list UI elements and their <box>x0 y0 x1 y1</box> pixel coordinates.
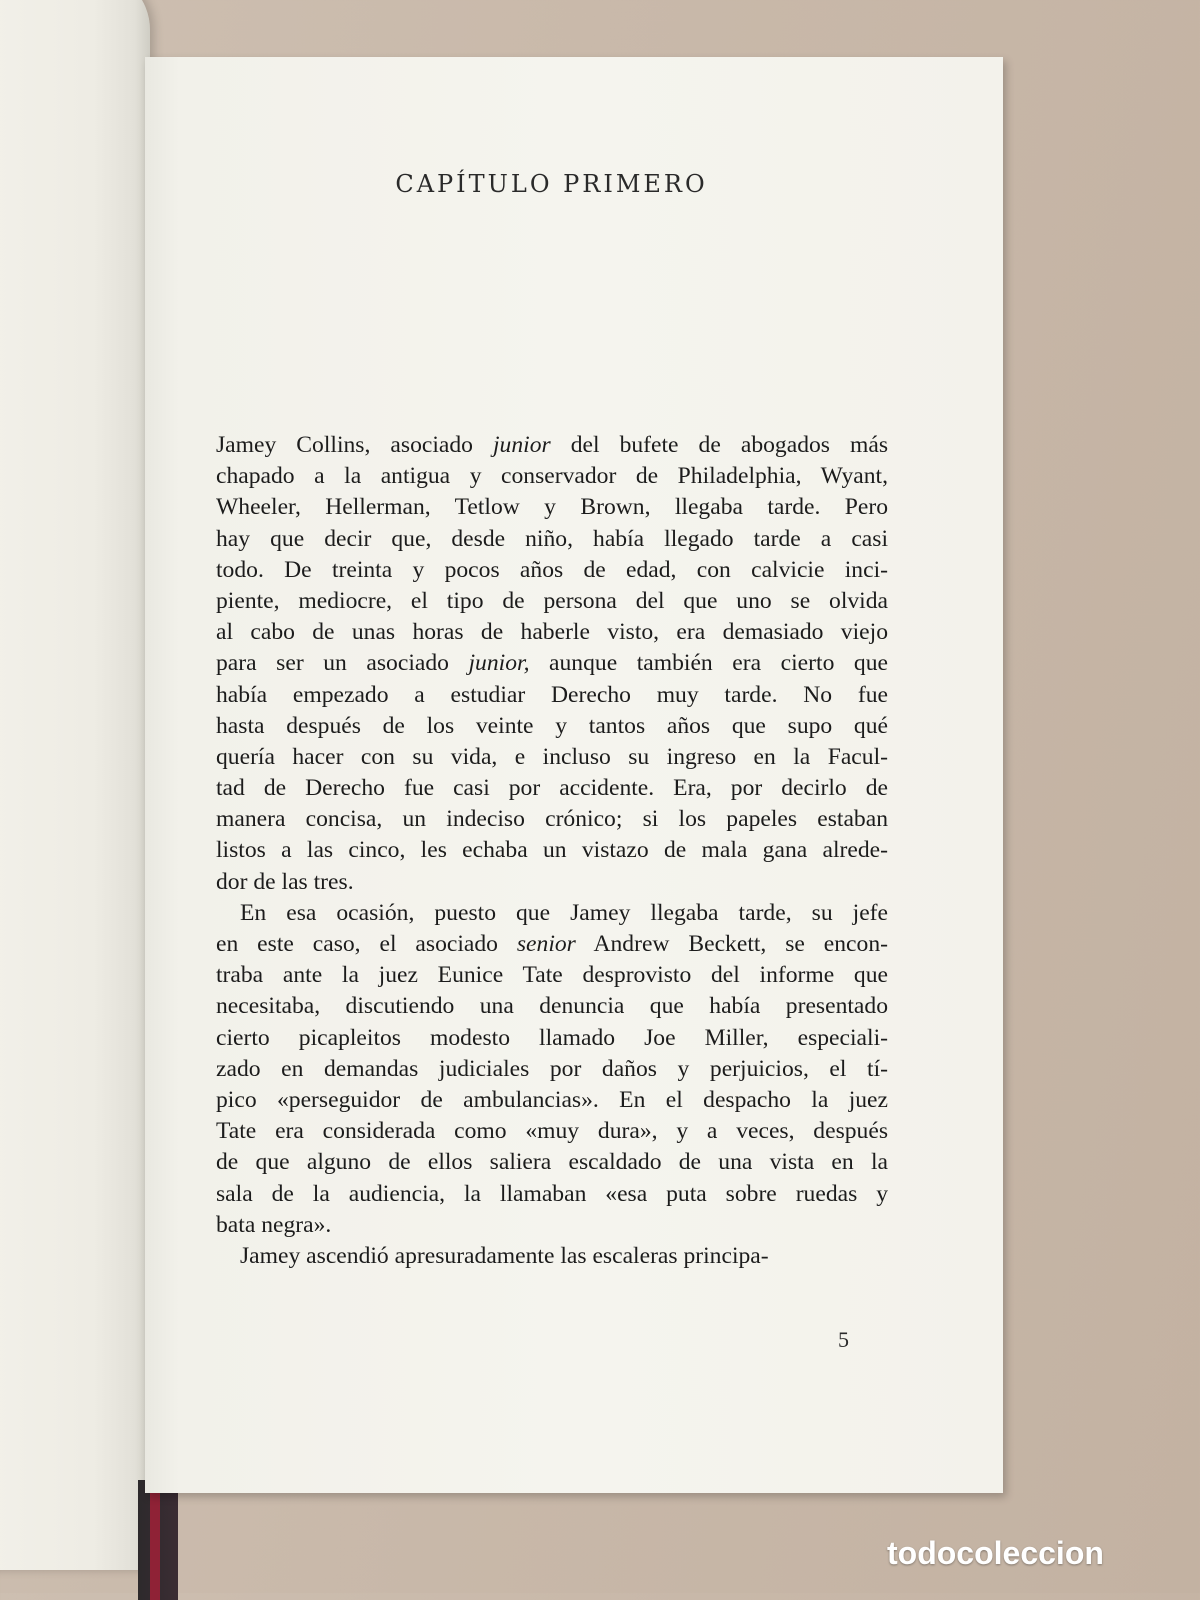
watermark-logo: todocoleccion <box>887 1535 1104 1571</box>
italic-term: junior <box>493 432 551 458</box>
text-line: quería hacer con su vida, e incluso su ingreso en la Facul- <box>216 743 888 770</box>
text-line: todo. De treinta y pocos años de edad, con calvicie inci- <box>216 556 888 583</box>
page-number: 5 <box>838 1327 849 1352</box>
text-line: traba ante la juez Eunice Tate desprovisto del informe que <box>216 962 888 989</box>
text-line: Wheeler, Hellerman, Tetlow y Brown, llegaba tarde. Pero <box>216 494 888 521</box>
paragraph <box>216 430 888 898</box>
text-line: en este caso, el asociado senior Andrew Beckett, se encon- <box>216 931 888 957</box>
text-line: Jamey Collins, asociado junior del bufete de abogados más <box>216 432 889 458</box>
text-line: al cabo de unas horas de haberle visto, era demasiado viejo <box>216 619 888 646</box>
text-line: necesitaba, discutiendo una denuncia que había presentado <box>216 993 888 1020</box>
text-line: dor de las tres. <box>216 868 354 895</box>
text-line: cierto picapleitos modesto llamado Joe Miller, especiali- <box>216 1024 888 1051</box>
text-line: sala de la audiencia, la llamaban «esa puta sobre ruedas y <box>216 1180 888 1207</box>
paragraph <box>216 1241 888 1272</box>
text-line: Tate era considerada como «muy dura», y a veces, después <box>216 1118 888 1145</box>
italic-term: junior, <box>468 650 530 677</box>
text-line: zado en demandas judiciales por daños y perjuicios, el tí- <box>216 1055 888 1082</box>
text-line: En esa ocasión, puesto que Jamey llegaba tarde, su jefe <box>240 899 888 926</box>
previous-page <box>0 0 150 1570</box>
text-line: había empezado a estudiar Derecho muy tarde. No fue <box>216 681 888 708</box>
book-cover-ribbon <box>150 1490 160 1600</box>
paragraph <box>216 898 888 1241</box>
text-line: tad de Derecho fue casi por accidente. Era, por decirlo de <box>216 775 888 802</box>
text-line: bata negra». <box>216 1211 332 1238</box>
text-line: pico «perseguidor de ambulancias». En el despacho la juez <box>216 1086 888 1113</box>
text-line: para ser un asociado junior, aunque también era cierto que <box>216 650 888 677</box>
text-line: manera concisa, un indeciso crónico; si los papeles estaban <box>216 806 888 833</box>
text-line: hasta después de los veinte y tantos años que supo qué <box>216 712 888 739</box>
text-line: chapado a la antigua y conservador de Philadelphia, Wyant, <box>216 463 888 490</box>
text-line: listos a las cinco, les echaba un vistazo de mala gana alrede- <box>216 837 888 864</box>
body-text <box>216 430 888 1272</box>
text-line: Jamey ascendió apresuradamente las escaleras principa- <box>240 1242 769 1269</box>
italic-term: senior <box>516 931 576 957</box>
chapter-title: CAPÍTULO PRIMERO <box>395 170 708 198</box>
text-line: de que alguno de ellos saliera escaldado de una vista en la <box>216 1149 888 1176</box>
text-line: hay que decir que, desde niño, había llegado tarde a casi <box>216 525 888 552</box>
text-line: piente, mediocre, el tipo de persona del que uno se olvida <box>216 587 888 614</box>
